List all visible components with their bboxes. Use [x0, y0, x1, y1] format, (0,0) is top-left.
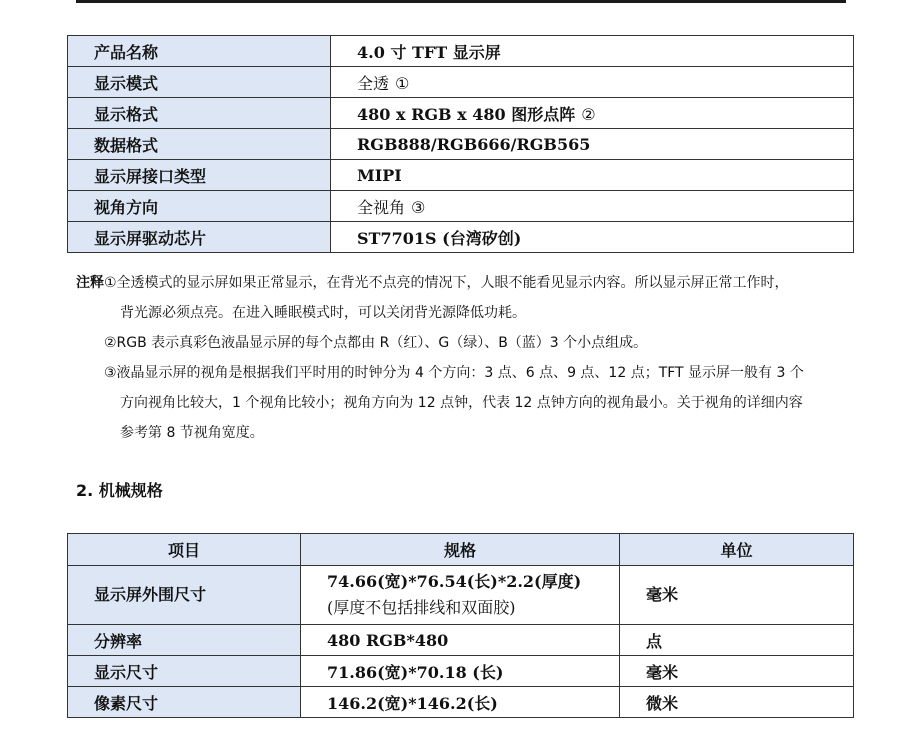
- note-3-cont: 参考第 8 节视角宽度。: [120, 425, 264, 441]
- table-row: [68, 36, 854, 67]
- item-cell: 像素尺寸: [68, 687, 301, 718]
- mechanical-spec-table: [67, 533, 854, 718]
- item-cell: 分辨率: [68, 625, 301, 656]
- table-row: [68, 566, 854, 625]
- notes-block: [76, 268, 856, 448]
- section-title: 2. 机械规格: [76, 481, 163, 500]
- product-spec-table: [67, 35, 854, 253]
- note-ref-mark: ①: [395, 73, 410, 93]
- item-cell: 显示屏外围尺寸: [68, 566, 301, 625]
- note-ref-mark: ②: [581, 104, 596, 124]
- table-row: [68, 98, 854, 129]
- spec-cell: 71.86(宽)*70.18 (长): [301, 656, 620, 687]
- unit-cell: 微米: [620, 687, 854, 718]
- row-value: 全透 ①: [331, 67, 854, 98]
- table-row: [68, 687, 854, 718]
- note-1: ①全透模式的显示屏如果正常显示，在背光不点亮的情况下，人眼不能看见显示内容。所以显示屏正常工作时，: [104, 275, 789, 291]
- row-label: 产品名称: [68, 36, 331, 67]
- spec-cell: 146.2(宽)*146.2(长): [301, 687, 620, 718]
- row-label: 数据格式: [68, 129, 331, 160]
- table-row: [68, 160, 854, 191]
- note-1-cont: 背光源必须点亮。在进入睡眠模式时，可以关闭背光源降低功耗。: [120, 305, 526, 321]
- row-label: 显示格式: [68, 98, 331, 129]
- note-3: ③液晶显示屏的视角是根据我们平时用的时钟分为 4 个方向：3 点、6 点、9 点、12 点；TFT 显示屏一般有 3 个: [104, 365, 804, 381]
- row-label: 显示模式: [68, 67, 331, 98]
- unit-cell: 毫米: [620, 656, 854, 687]
- row-value: ST7701S (台湾矽创): [331, 222, 854, 253]
- unit-cell: 点: [620, 625, 854, 656]
- item-cell: 显示尺寸: [68, 656, 301, 687]
- row-label: 显示屏驱动芯片: [68, 222, 331, 253]
- column-header: 单位: [620, 534, 854, 566]
- row-value: RGB888/RGB666/RGB565: [331, 129, 854, 160]
- column-header: 项目: [68, 534, 301, 566]
- note-2: ②RGB 表示真彩色液晶显示屏的每个点都由 R（红）、G（绿）、B（蓝）3 个小点组成。: [104, 335, 648, 351]
- table-row: [68, 656, 854, 687]
- unit-cell: 毫米: [620, 566, 854, 625]
- note-ref-mark: ③: [411, 197, 426, 217]
- row-value: 480 x RGB x 480 图形点阵 ②: [331, 98, 854, 129]
- row-value: 全视角 ③: [331, 191, 854, 222]
- table-row: [68, 625, 854, 656]
- table-row: [68, 129, 854, 160]
- column-header: 规格: [301, 534, 620, 566]
- row-value: 4.0 寸 TFT 显示屏: [331, 36, 854, 67]
- spec-cell: 74.66(宽)*76.54(长)*2.2(厚度) (厚度不包括排线和双面胶): [301, 566, 620, 625]
- spec-cell: 480 RGB*480: [301, 625, 620, 656]
- row-label: 显示屏接口类型: [68, 160, 331, 191]
- row-value: MIPI: [331, 160, 854, 191]
- note-3-cont: 方向视角比较大，1 个视角比较小；视角方向为 12 点钟，代表 12 点钟方向的视角最小。关于视角的详细内容: [120, 395, 803, 411]
- row-label: 视角方向: [68, 191, 331, 222]
- table-row: [68, 222, 854, 253]
- table-row: [68, 67, 854, 98]
- header-rule: [76, 0, 846, 3]
- notes-lead: 注释: [76, 275, 104, 291]
- table-row: [68, 191, 854, 222]
- table-header-row: [68, 534, 854, 566]
